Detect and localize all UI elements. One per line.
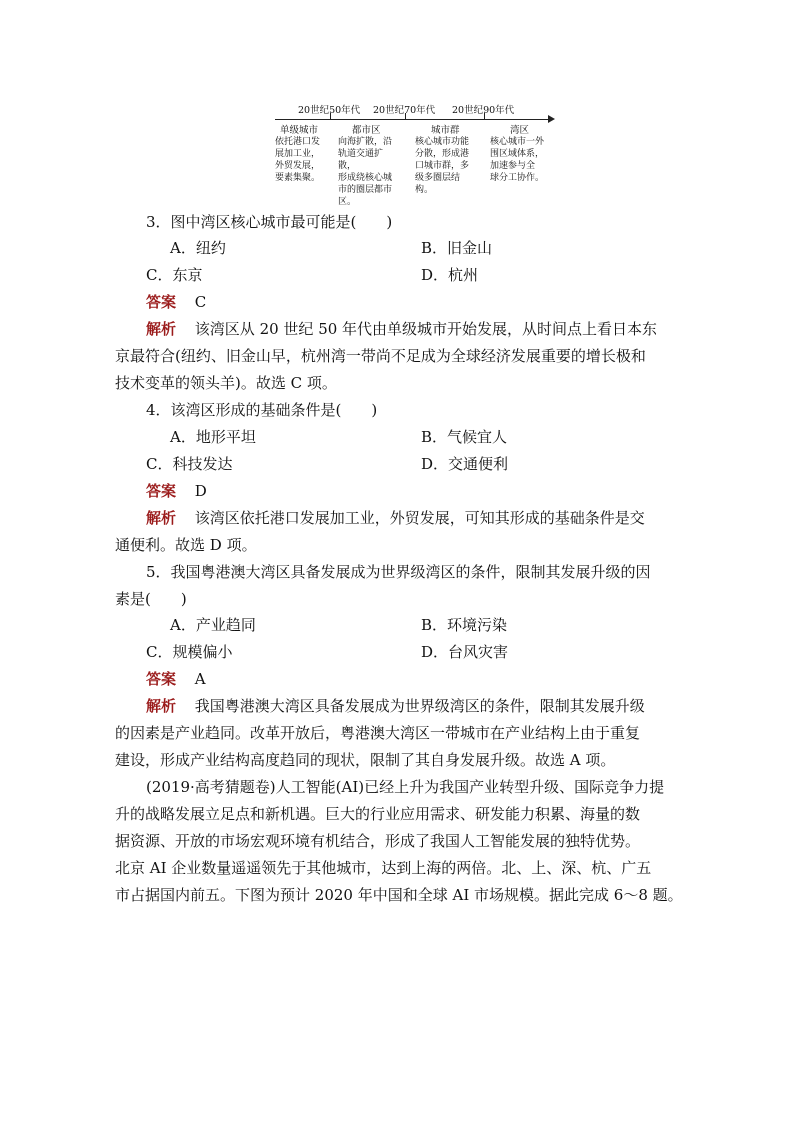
q3-analysis-line-2: 京最符合(纽约、旧金山早，杭州湾一带尚不足成为全球经济发展重要的增长极和 — [115, 347, 646, 365]
analysis-text: 我国粤港澳大湾区具备发展成为世界级湾区的条件，限制其发展升级 — [194, 697, 645, 715]
q4-option-b: B．气候宜人 — [421, 428, 508, 446]
answer-value: D — [194, 482, 207, 500]
passage-line-3: 据资源、开放的市场宏观环境有机结合，形成了我国人工智能发展的独特优势。 — [115, 832, 641, 850]
answer-label: 答案 — [146, 482, 177, 500]
q4-option-c: C．科技发达 — [146, 455, 233, 473]
q4-option-d: D．交通便利 — [421, 455, 509, 473]
answer-label: 答案 — [146, 670, 177, 688]
stage-label: 都市区 — [352, 125, 381, 136]
question-4-stem: 4．该湾区形成的基础条件是( ) — [146, 401, 378, 419]
stage-label: 城市群 — [431, 125, 460, 136]
passage-line-2: 升的战略发展立足点和新机遇。巨大的行业应用需求、研发能力积累、海量的数 — [115, 805, 641, 823]
analysis-label: 解析 — [146, 320, 177, 338]
analysis-label: 解析 — [146, 697, 177, 715]
question-3-stem: 3．图中湾区核心城市最可能是( ) — [146, 213, 393, 231]
passage-line-1: (2019·高考猜题卷)人工智能(AI)已经上升为我国产业转型升级、国际竞争力提 — [146, 778, 665, 796]
timeline-axis — [275, 119, 550, 120]
era-label: 20世纪50年代 — [298, 105, 361, 116]
q5-analysis-line-1 — [146, 696, 645, 716]
timeline-tick — [405, 113, 406, 119]
q4-option-a: A．地形平坦 — [170, 428, 256, 446]
q4-analysis-line-1 — [146, 508, 645, 528]
q5-analysis-line-3: 建设，形成产业结构高度趋同的现状，限制了其自身发展升级。故选 A 项。 — [115, 751, 616, 769]
q3-option-b: B．旧金山 — [421, 239, 493, 257]
era-label: 20世纪90年代 — [452, 105, 515, 116]
timeline-arrowhead — [548, 115, 555, 123]
stage-description: 向海扩散，沿 轨道交通扩散， 形成绕核心城 市的圈层都市 区。 — [338, 137, 393, 207]
analysis-label: 解析 — [146, 509, 177, 527]
q3-answer — [146, 292, 206, 312]
question-5-stem-line-2: 素是( ) — [115, 590, 187, 608]
q5-option-c: C．规模偏小 — [146, 643, 233, 661]
q5-option-d: D．台风灾害 — [421, 643, 509, 661]
q5-answer — [146, 669, 206, 689]
q3-analysis-line-1 — [146, 319, 657, 339]
answer-value: C — [194, 293, 207, 311]
timeline-figure — [270, 100, 560, 207]
passage-line-4: 北京 AI 企业数量遥遥领先于其他城市，达到上海的两倍。北、上、深、杭、广五 — [115, 859, 652, 877]
q5-option-b: B．环境污染 — [421, 616, 508, 634]
q3-option-c: C．东京 — [146, 266, 203, 284]
era-label: 20世纪70年代 — [373, 105, 436, 116]
q5-option-a: A．产业趋同 — [170, 616, 256, 634]
stage-label: 单级城市 — [280, 125, 319, 136]
stage-description: 依托港口发 展加工业， 外贸发展， 要素集聚。 — [275, 137, 321, 183]
stage-description: 核心城市一外 围区域体系， 加速参与全 球分工协作。 — [490, 137, 545, 183]
q5-analysis-line-2: 的因素是产业趋同。改革开放后，粤港澳大湾区一带城市在产业结构上由于重复 — [115, 724, 641, 742]
timeline-tick — [484, 113, 485, 119]
q3-analysis-line-3: 技术变革的领头羊)。故选 C 项。 — [115, 374, 337, 392]
answer-value: A — [194, 670, 206, 688]
q3-option-d: D．杭州 — [421, 266, 479, 284]
q4-answer — [146, 481, 207, 501]
stage-label: 湾区 — [510, 125, 530, 136]
answer-label: 答案 — [146, 293, 177, 311]
passage-line-5: 市占据国内前五。下图为预计 2020 年中国和全球 AI 市场规模。据此完成 6～8 题。 — [115, 886, 683, 904]
question-5-stem-line-1: 5．我国粤港澳大湾区具备发展成为世界级湾区的条件，限制其发展升级的因 — [146, 563, 651, 581]
timeline-tick — [330, 113, 331, 119]
q3-option-a: A．纽约 — [170, 239, 226, 257]
analysis-text: 该湾区从 20 世纪 50 年代由单级城市开始发展，从时间点上看日本东 — [194, 320, 658, 338]
stage-description: 核心城市功能 分散，形成港 口城市群，多 级多圈层结构。 — [415, 137, 470, 195]
q4-analysis-line-2: 通便利。故选 D 项。 — [115, 536, 257, 554]
analysis-text: 该湾区依托港口发展加工业，外贸发展，可知其形成的基础条件是交 — [194, 509, 645, 527]
